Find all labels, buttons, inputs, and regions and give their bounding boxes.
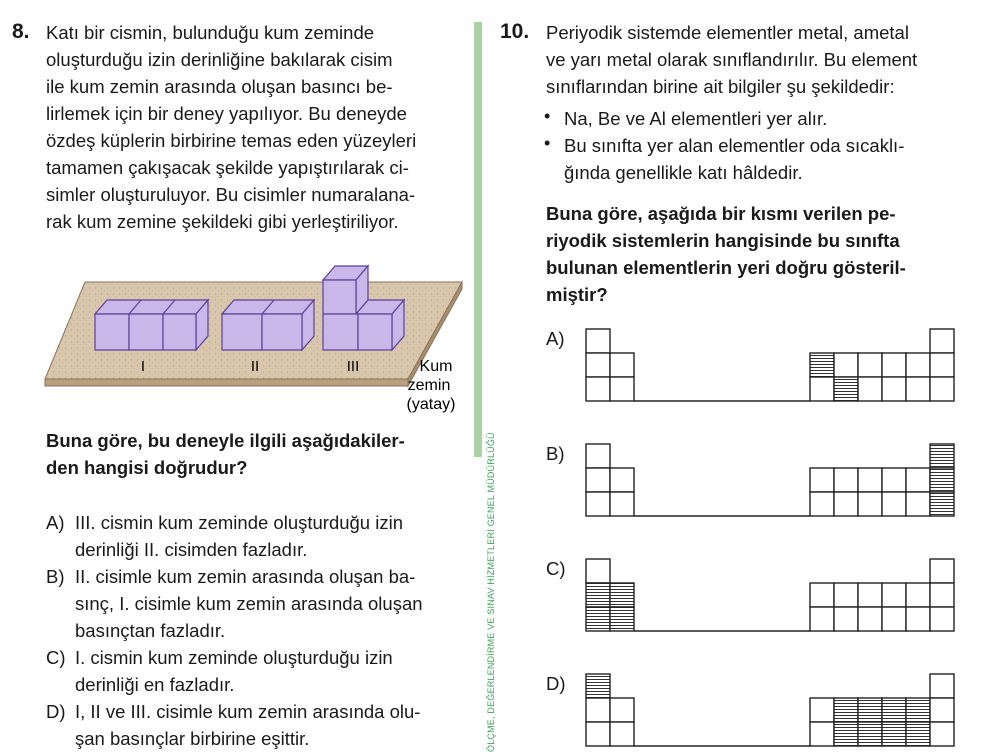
periodic-cell	[610, 698, 634, 722]
q8-option-text: I. cismin kum zeminde oluşturduğu izin	[75, 647, 393, 668]
q10-option-letter-a[interactable]: A)	[546, 328, 565, 349]
q8-text-line: rak kum zemine şekildeki gibi yerleştiriliyor.	[46, 211, 399, 232]
q8-text-line: tamamen çakışacak şekilde yapıştırılarak ci-	[46, 157, 409, 178]
periodic-cell	[810, 698, 834, 722]
periodic-cell	[882, 353, 906, 377]
q10-option-letter-b[interactable]: B)	[546, 443, 565, 464]
bullet-icon: •	[544, 133, 551, 153]
q8-question-line: den hangisi doğrudur?	[46, 457, 248, 478]
periodic-cell	[930, 444, 954, 468]
periodic-cell	[906, 468, 930, 492]
question-10-number: 10.	[500, 20, 530, 43]
periodic-cell	[882, 698, 906, 722]
periodic-cell	[882, 492, 906, 516]
periodic-cell	[834, 722, 858, 746]
periodic-cell	[930, 468, 954, 492]
sidebar-institution-text: ÖLÇME, DEĞERLENDİRME VE SINAV HİZMETLERİ GENEL MÜDÜRLÜĞÜ	[486, 432, 496, 752]
periodic-cell	[930, 722, 954, 746]
periodic-cell	[930, 583, 954, 607]
periodic-cell	[610, 722, 634, 746]
periodic-cell	[586, 353, 610, 377]
question-8-number: 8.	[12, 20, 30, 43]
periodic-cell	[930, 377, 954, 401]
q8-option-text: II. cisimle kum zemin arasında oluşan ba-	[75, 566, 416, 587]
periodic-cell	[858, 468, 882, 492]
periodic-cell	[858, 492, 882, 516]
periodic-cell	[586, 444, 610, 468]
periodic-cell	[858, 607, 882, 631]
periodic-cell	[810, 468, 834, 492]
periodic-table-option-d[interactable]	[586, 674, 954, 746]
periodic-cell	[810, 607, 834, 631]
column-divider	[474, 22, 482, 457]
q8-option-text: derinliği II. cisimden fazladır.	[75, 539, 308, 560]
q10-option-letter-c[interactable]: C)	[546, 558, 566, 579]
sand-ground-figure	[40, 262, 510, 437]
periodic-cell	[586, 377, 610, 401]
q8-option-text: şan basınçlar birbirine eşittir.	[75, 728, 310, 749]
periodic-cell	[930, 492, 954, 516]
q10-intro-line: Periyodik sistemde elementler metal, ametal	[546, 22, 909, 43]
periodic-cell	[930, 353, 954, 377]
periodic-cell	[906, 698, 930, 722]
periodic-cell	[834, 698, 858, 722]
object-II	[222, 300, 314, 350]
periodic-cell	[810, 583, 834, 607]
periodic-cell	[930, 674, 954, 698]
periodic-cell	[586, 329, 610, 353]
periodic-cell	[882, 468, 906, 492]
periodic-cell	[930, 329, 954, 353]
q10-bullet-text: ğında genellikle katı hâldedir.	[564, 162, 803, 183]
periodic-cell	[930, 698, 954, 722]
periodic-cell	[906, 353, 930, 377]
q10-option-letter-d[interactable]: D)	[546, 673, 566, 694]
ground-label: zemin	[407, 377, 451, 394]
periodic-cell	[834, 583, 858, 607]
periodic-cell	[610, 468, 634, 492]
periodic-cell	[858, 583, 882, 607]
periodic-cell	[610, 492, 634, 516]
periodic-cell	[610, 583, 634, 607]
periodic-cell	[930, 559, 954, 583]
q10-question-line: riyodik sistemlerin hangisinde bu sınıfta	[546, 230, 900, 251]
q8-option-text: basınçtan fazladır.	[75, 620, 226, 641]
q10-intro-line: sınıflarından birine ait bilgiler şu şekildedir:	[546, 76, 895, 97]
periodic-cell	[834, 607, 858, 631]
periodic-cell	[810, 377, 834, 401]
bullet-icon: •	[544, 106, 551, 126]
periodic-cell	[586, 722, 610, 746]
periodic-cell	[858, 377, 882, 401]
periodic-cell	[882, 607, 906, 631]
periodic-cell	[906, 722, 930, 746]
object-label-III: III	[346, 358, 360, 375]
q10-question-line: miştir?	[546, 284, 608, 305]
q8-text-line: özdeş küplerin birbirine temas eden yüzeyleri	[46, 130, 417, 151]
ground-label: Kum	[419, 358, 453, 375]
periodic-cell	[610, 377, 634, 401]
sand-board-side	[45, 379, 408, 386]
object-I	[95, 300, 208, 350]
periodic-table-option-a[interactable]	[586, 329, 954, 401]
periodic-cell	[858, 722, 882, 746]
periodic-cell	[858, 698, 882, 722]
object-label-II: II	[250, 358, 260, 375]
periodic-cell	[906, 583, 930, 607]
periodic-cell	[810, 353, 834, 377]
periodic-cell	[586, 492, 610, 516]
q10-question-line: bulunan elementlerin yeri doğru gösteril-	[546, 257, 906, 278]
periodic-cell	[834, 353, 858, 377]
q8-option-text: III. cismin kum zeminde oluşturduğu izin	[75, 512, 403, 533]
periodic-cell	[930, 607, 954, 631]
ground-label: (yatay)	[406, 396, 456, 413]
periodic-cell	[906, 377, 930, 401]
q8-text-line: ile kum zemin arasında oluşan basıncı be-	[46, 76, 393, 97]
q10-bullet-text: Na, Be ve Al elementleri yer alır.	[564, 108, 828, 129]
q10-bullet-text: Bu sınıfta yer alan elementler oda sıcaklı-	[564, 135, 905, 156]
periodic-cell	[834, 468, 858, 492]
periodic-cell	[882, 722, 906, 746]
q10-question-line: Buna göre, aşağıda bir kısmı verilen pe-	[546, 203, 896, 224]
periodic-table-option-c[interactable]	[586, 559, 954, 631]
q8-text-line: oluşturduğu izin derinliğine bakılarak cisim	[46, 49, 393, 70]
periodic-cell	[586, 674, 610, 698]
object-label-I: I	[140, 358, 146, 375]
periodic-table-options	[580, 315, 980, 755]
q8-question-line: Buna göre, bu deneyle ilgili aşağıdakiler-	[46, 430, 405, 451]
periodic-table-option-b[interactable]	[586, 444, 954, 516]
periodic-cell	[810, 722, 834, 746]
q8-text-line: simler oluşturuluyor. Bu cisimler numaralana-	[46, 184, 416, 205]
q8-option-letter: B)	[46, 566, 65, 587]
q8-text-line: lirlemek için bir deney yapılıyor. Bu deneyde	[46, 103, 407, 124]
periodic-cell	[882, 377, 906, 401]
periodic-cell	[586, 607, 610, 631]
object-III	[323, 266, 404, 350]
periodic-cell	[834, 492, 858, 516]
periodic-cell	[586, 698, 610, 722]
q8-option-text: sınç, I. cisimle kum zemin arasında oluşan	[75, 593, 423, 614]
periodic-cell	[834, 377, 858, 401]
q8-option-letter: C)	[46, 647, 66, 668]
q8-text-line: Katı bir cismin, bulunduğu kum zeminde	[46, 22, 375, 43]
periodic-cell	[610, 353, 634, 377]
periodic-cell	[906, 607, 930, 631]
q8-option-letter: A)	[46, 512, 65, 533]
periodic-cell	[586, 583, 610, 607]
q8-option-text: derinliği en fazladır.	[75, 674, 235, 695]
q10-intro-line: ve yarı metal olarak sınıflandırılır. Bu element	[546, 49, 918, 70]
periodic-cell	[610, 607, 634, 631]
periodic-cell	[810, 492, 834, 516]
periodic-cell	[586, 468, 610, 492]
periodic-cell	[882, 583, 906, 607]
q8-option-letter: D)	[46, 701, 66, 722]
periodic-cell	[906, 492, 930, 516]
q8-option-text: I, II ve III. cisimle kum zemin arasında olu-	[75, 701, 421, 722]
periodic-cell	[586, 559, 610, 583]
periodic-cell	[858, 353, 882, 377]
